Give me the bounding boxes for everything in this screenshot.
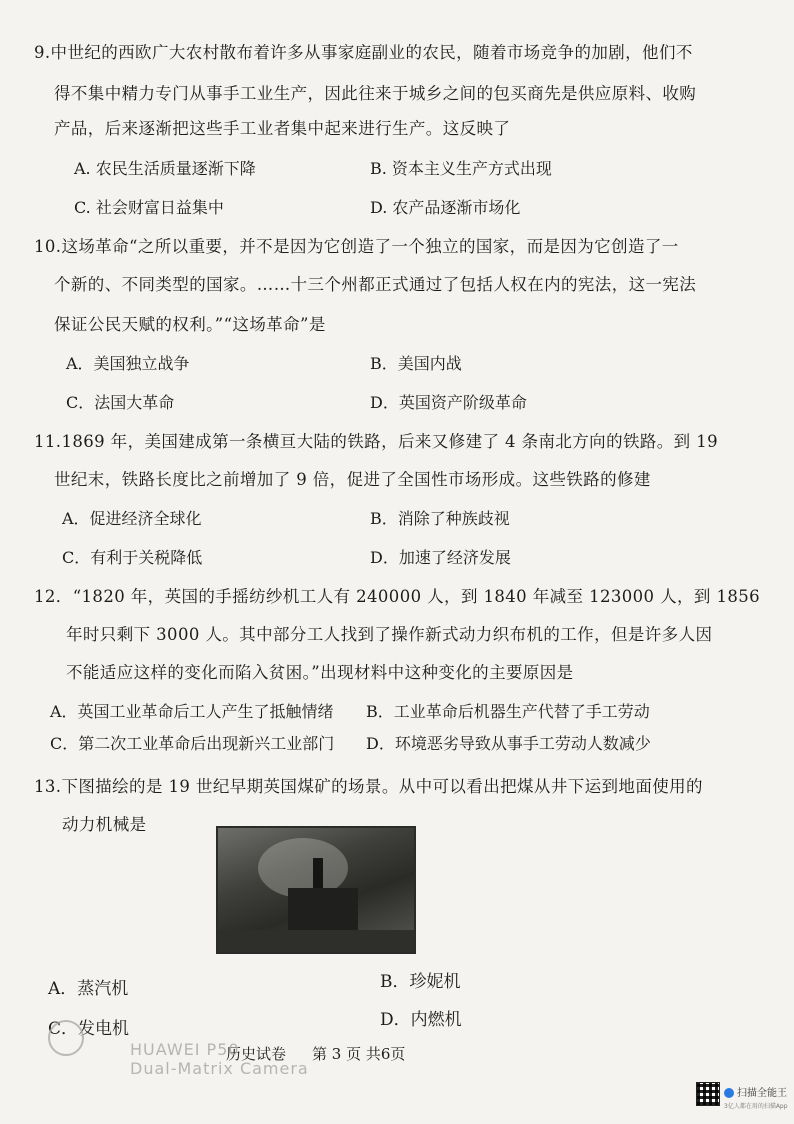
question-text-line: 产品，后来逐渐把这些手工业者集中起来进行生产。这反映了 bbox=[54, 119, 511, 138]
question-text-line: 12．“1820 年，英国的手摇纺纱机工人有 240000 人，到 1840 年减至 123000 人，到 1856 bbox=[34, 587, 761, 606]
question-text-line: 个新的、不同类型的国家。……十三个州都正式通过了包括人权在内的宪法，这一宪法 bbox=[54, 275, 697, 294]
question-text-line: 保证公民天赋的权利。”“这场革命”是 bbox=[54, 315, 326, 334]
option-b: B．珍妮机 bbox=[380, 972, 461, 992]
footer-subject: 历史试卷 bbox=[226, 1045, 287, 1063]
brand-logo-icon bbox=[724, 1088, 734, 1098]
option-d: D．加速了经济发展 bbox=[370, 548, 511, 567]
qr-code-icon bbox=[696, 1082, 720, 1106]
option-c: C．发电机 bbox=[48, 1019, 130, 1039]
question-text-line: 不能适应这样的变化而陷入贫困。”出现材料中这种变化的主要原因是 bbox=[66, 663, 574, 682]
option-d: D．英国资产阶级革命 bbox=[370, 393, 527, 412]
option-d: D. 农产品逐渐市场化 bbox=[370, 198, 521, 217]
camera-watermark bbox=[130, 1040, 309, 1078]
question-text-line: 9.中世纪的西欧广大农村散布着许多从事家庭副业的农民，随着市场竞争的加剧，他们不 bbox=[34, 43, 693, 62]
option-b: B．消除了种族歧视 bbox=[370, 509, 510, 528]
option-a: A．英国工业革命后工人产生了抵触情绪 bbox=[50, 702, 334, 721]
scanner-brand bbox=[724, 1084, 788, 1110]
brand-tagline: 3亿人都在用的扫描App bbox=[724, 1103, 788, 1110]
question-text-line: 13.下图描绘的是 19 世纪早期英国煤矿的场景。从中可以看出把煤从井下运到地面使用的 bbox=[34, 777, 703, 796]
camera-logo-icon bbox=[48, 1020, 84, 1056]
option-c: C．法国大革命 bbox=[66, 393, 175, 412]
question-text-line: 11.1869 年，美国建成第一条横亘大陆的铁路，后来又修建了 4 条南北方向的铁路。到 19 bbox=[34, 432, 719, 451]
option-b: B. 资本主义生产方式出现 bbox=[370, 159, 552, 178]
footer-page-number: 第 3 页 共6页 bbox=[312, 1045, 406, 1063]
option-a: A．蒸汽机 bbox=[48, 979, 129, 999]
watermark-model: HUAWEI P50 bbox=[130, 1040, 240, 1059]
option-a: A．促进经济全球化 bbox=[62, 509, 202, 528]
option-d: D．内燃机 bbox=[380, 1010, 462, 1030]
question-text-line: 得不集中精力专门从事手工业生产，因此往来于城乡之间的包买商先是供应原料、收购 bbox=[54, 84, 697, 103]
option-a: A．美国独立战争 bbox=[66, 354, 190, 373]
option-c: C．有利于关税降低 bbox=[62, 548, 203, 567]
question-text-line: 动力机械是 bbox=[62, 815, 147, 834]
question-text-line: 10.这场革命“之所以重要，并不是因为它创造了一个独立的国家，而是因为它创造了一 bbox=[34, 237, 679, 256]
question-text-line: 年时只剩下 3000 人。其中部分工人找到了操作新式动力织布机的工作，但是许多人因 bbox=[66, 625, 713, 644]
option-b: B．工业革命后机器生产代替了手工劳动 bbox=[366, 702, 650, 721]
option-d: D．环境恶劣导致从事手工劳动人数减少 bbox=[366, 734, 651, 753]
option-a: A. 农民生活质量逐渐下降 bbox=[74, 159, 256, 178]
option-c: C．第二次工业革命后出现新兴工业部门 bbox=[50, 734, 335, 753]
watermark-camera: Dual-Matrix Camera bbox=[130, 1059, 309, 1078]
brand-name: 扫描全能王 bbox=[737, 1088, 787, 1099]
option-c: C. 社会财富日益集中 bbox=[74, 198, 224, 217]
coal-mine-illustration bbox=[216, 826, 416, 954]
option-b: B．美国内战 bbox=[370, 354, 462, 373]
question-text-line: 世纪末，铁路长度比之前增加了 9 倍，促进了全国性市场形成。这些铁路的修建 bbox=[54, 470, 651, 489]
